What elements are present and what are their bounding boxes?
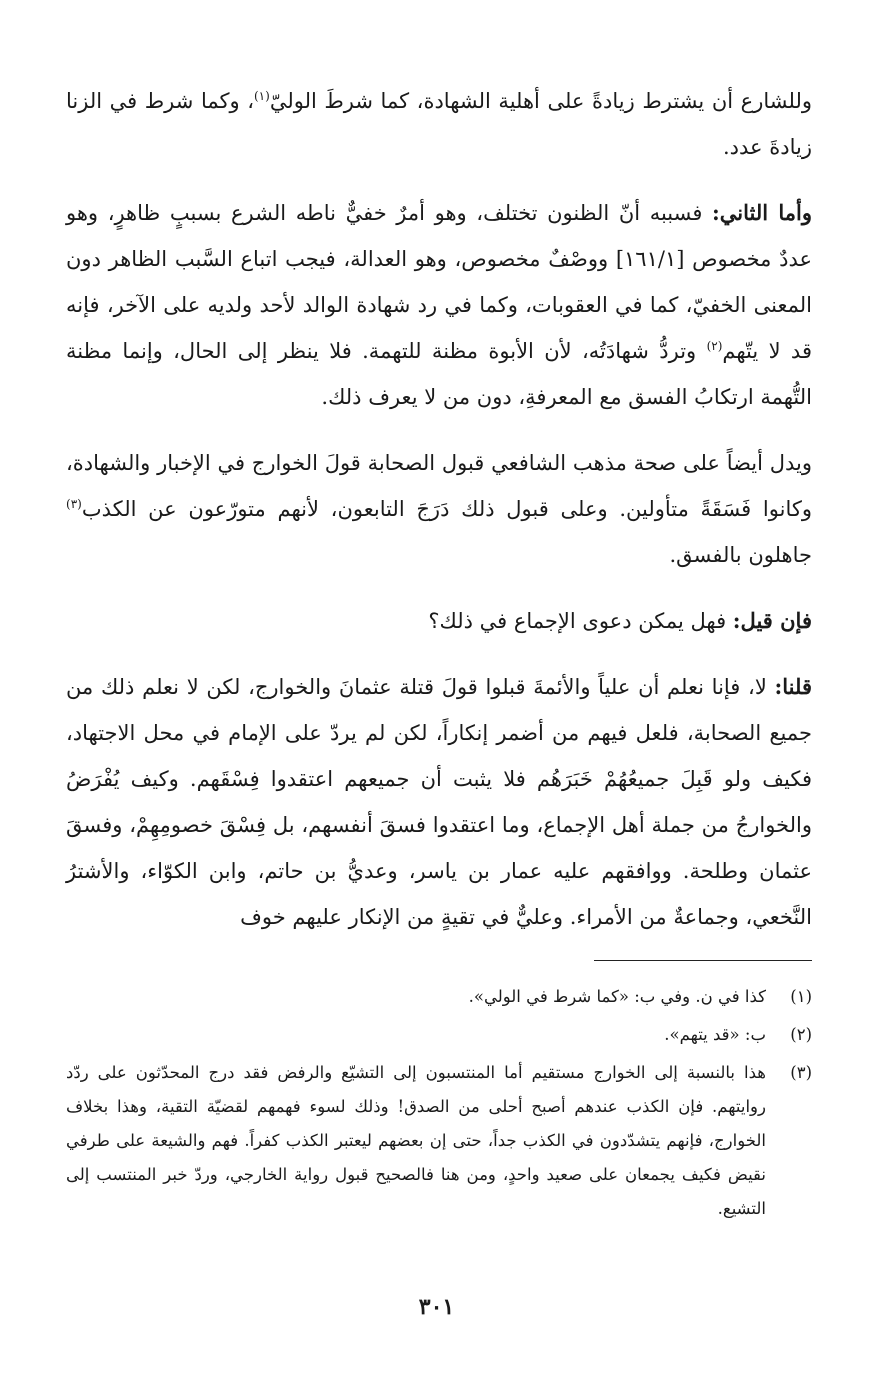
page-number: ٣٠١ [418, 1294, 455, 1320]
footnote-text: ب: «قد يتهم». [664, 1025, 766, 1044]
paragraph-text-cont: جاهلون بالفسق. [669, 543, 812, 567]
main-text [66, 78, 812, 940]
paragraph-1 [66, 78, 812, 170]
footnote-text: هذا بالنسبة إلى الخوارج مستقيم أما المنتسبون إلى التشيّع والرفض فقد درج المحدّثون على ردّد روايتهم. فإن الكذب عندهم أصبح أحلى من الصدق! وذلك لسوء فهمهم لقضيّة التقية، وهذا بخلاف الخوارج، فإنهم يتشدّدون في الكذب جداً، حتى إن بعضهم ليعتبر الكذب كفراً. فهم والشيعة على طرفي نقيض فكيف يجمعان على صعيد واحدٍ، ومن هنا فالصحيح قبول رواية الخارجي، وردّ خبر المنتسب إلى التشيع. [66, 1063, 766, 1218]
paragraph-2 [66, 190, 812, 420]
paragraph-lead: وأما الثاني: [712, 200, 812, 225]
paragraph-text: لا، فإنا نعلم أن علياً والأئمةَ قبلوا قولَ قتلة عثمانَ والخوارج، لكن لا نعلم ذلك من جميع الصحابة، فلعل فيهم من أضمر إنكاراً، لكن لم يردّ على الإمام في محل الاجتهاد، فكيف ولو قَبِلَ جميعُهُمْ خَبَرَهُم فلا يثبت أن جميعهم اعتقدوا فِسْقَهم. وكيف يُفْرَضُ والخوارجُ من جملة أهل الإجماع، وما اعتقدوا فسقَ أنفسهم، بل فِسْقَ خصومِهِمْ، وفسقَ عثمان وطلحة. ووافقهم عليه عمار بن ياسر، وعديُّ بن حاتم، وابن الكوّاء، والأشترُ النَّخعي، وجماعةٌ من الأمراء. وعليٌّ في تقيةٍ من الإنكار عليهم خوف [66, 675, 812, 929]
footnote-text: كذا في ن. وفي ب: «كما شرط في الولي». [468, 987, 766, 1006]
footnote-number: (٢) [790, 1025, 812, 1044]
footnote-1 [66, 980, 812, 1014]
footnote-ref-3[interactable]: (٣) [66, 497, 82, 511]
paragraph-text: فهل يمكن دعوى الإجماع في ذلك؟ [428, 609, 733, 633]
footnote-divider [594, 960, 812, 961]
paragraph-3 [66, 440, 812, 578]
paragraph-text: ويدل أيضاً على صحة مذهب الشافعي قبول الصحابة قولَ الخوارج في الإخبار والشهادة، وكانوا فَسَقَةً متأولين. وعلى قبول ذلك دَرَجَ التابعون، لأنهم متورّعون عن الكذب [66, 451, 812, 521]
page-body [66, 78, 812, 960]
paragraph-text-cont: ، وكما شرط في الزنا زيادةَ عدد. [66, 89, 812, 159]
footnote-number: (١) [790, 987, 812, 1006]
footnote-3 [66, 1056, 812, 1226]
paragraph-4 [66, 598, 812, 644]
footnote-number: (٣) [790, 1063, 812, 1082]
paragraph-lead: قلنا: [774, 674, 812, 699]
footnotes [66, 980, 812, 1230]
footnote-ref-2[interactable]: (٢) [706, 339, 723, 353]
paragraph-text: وللشارع أن يشترط زيادةً على أهلية الشهادة، كما شرطَ الوليّ [269, 89, 812, 113]
paragraph-lead: فإن قيل: [732, 608, 812, 633]
footnote-ref-1[interactable]: (١) [253, 89, 270, 103]
paragraph-text: فسببه أنّ الظنون تختلف، وهو أمرٌ خفيٌّ ناطه الشرع بسببٍ ظاهرٍ، وهو عددٌ مخصوص [١٦١/١] ووصْفٌ مخصوص، وهو العدالة، فيجب اتباع السَّبب الظاهر دون المعنى الخفيّ، كما في العقوبات، وكما في رد شهادة الوالد لأحد ولديه على الآخر، فإنه قد لا يتّهم [66, 201, 813, 363]
paragraph-5 [66, 664, 812, 940]
paragraph-text-cont: وتردُّ شهادَتُه، لأن الأبوة مظنة للتهمة. فلا ينظر إلى الحال، وإنما مظنة التُّهمة ارتكابُ الفسق مع المعرفةِ، دون من لا يعرف ذلك. [66, 339, 812, 409]
footnote-2 [66, 1018, 812, 1052]
